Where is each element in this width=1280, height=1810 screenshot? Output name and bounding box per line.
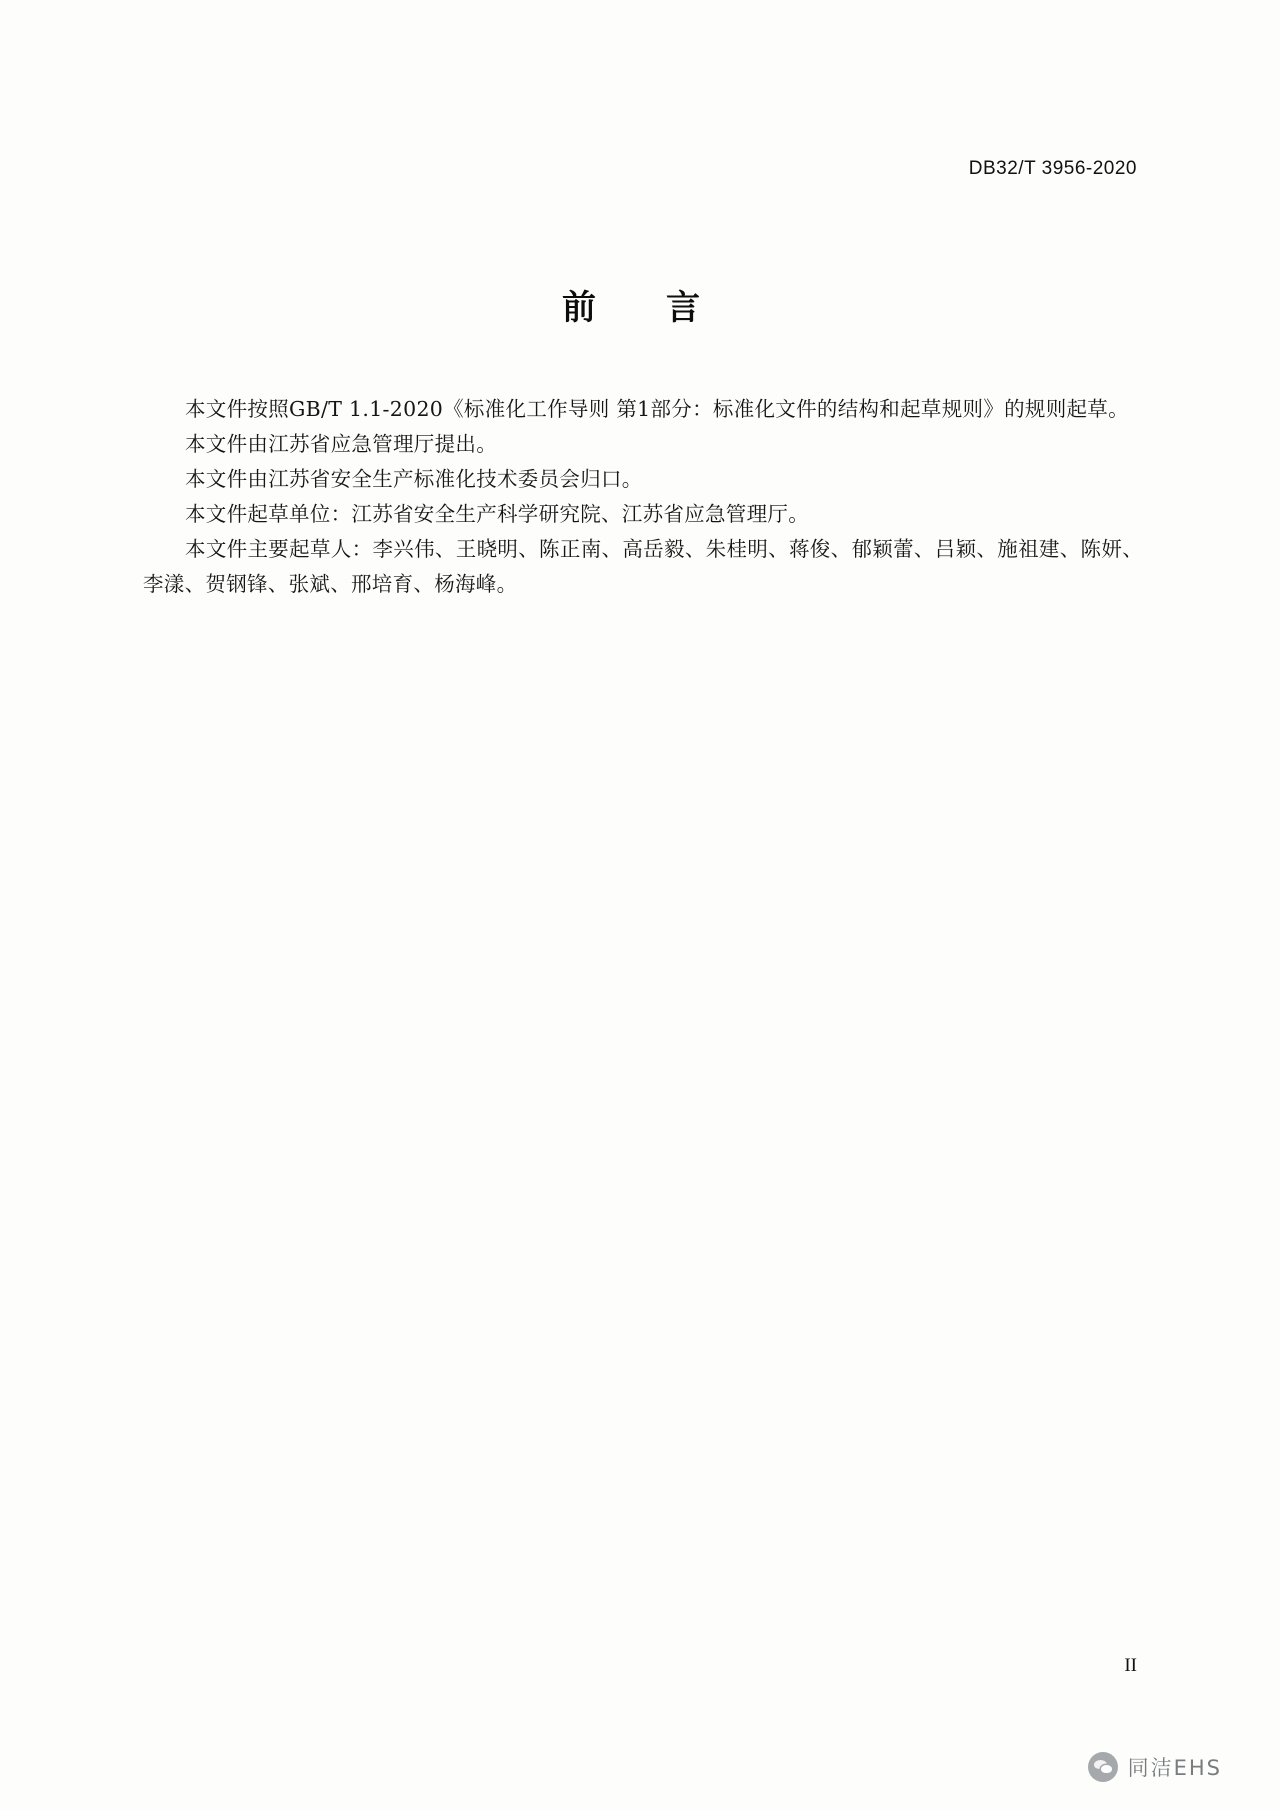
watermark-label: 同洁EHS (1127, 1756, 1222, 1780)
wechat-icon (1088, 1752, 1118, 1782)
paragraph: 本文件由江苏省应急管理厅提出。 (185, 432, 497, 456)
paragraph: 本文件按照GB/T 1.1-2020《标准化工作导则 第1部分：标准化文件的结构和起草规则》的规则起草。 (185, 397, 1129, 421)
foreword-body (143, 392, 1143, 602)
paragraph: 本文件主要起草人：李兴伟、王晓明、陈正南、高岳毅、朱桂明、蒋俊、郁颖蕾、吕颖、施祖建、陈妍、李漾、贺钢锋、张斌、邢培育、杨海峰。 (143, 537, 1143, 596)
paragraph: 本文件由江苏省安全生产标准化技术委员会归口。 (185, 467, 643, 491)
standard-code-header: DB32/T 3956-2020 (968, 158, 1137, 179)
watermark (1088, 1752, 1222, 1782)
page-number: II (1124, 1655, 1137, 1676)
page-title: 前 言 (562, 288, 718, 328)
paragraph: 本文件起草单位：江苏省安全生产科学研究院、江苏省应急管理厅。 (185, 502, 809, 526)
